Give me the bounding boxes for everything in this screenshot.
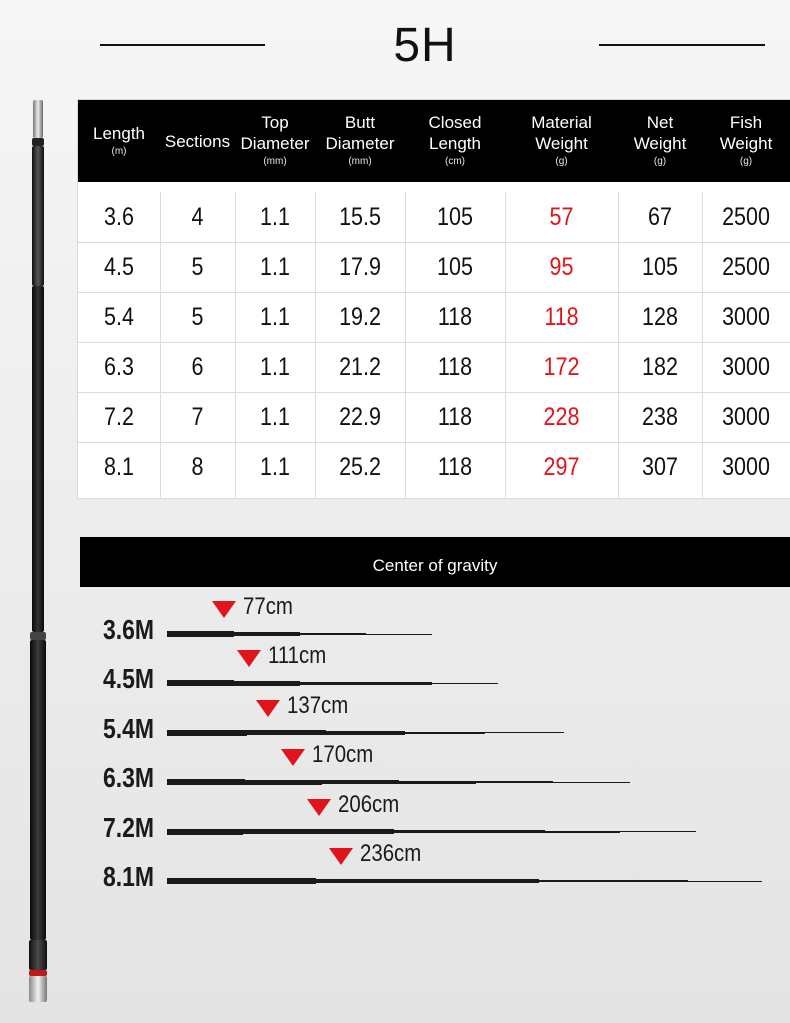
table-row [78,392,790,443]
header-cell [235,100,315,182]
header-cell [160,100,235,182]
header-cell [702,100,790,182]
cog-rod-segment [246,730,326,735]
header-cell [315,100,405,182]
column-divider [235,192,236,498]
column-divider [702,192,703,498]
header-unit: (g) [555,156,568,167]
table-cell: 22.9 [339,403,381,431]
cog-rod-segment [299,682,366,686]
table-cell: 3000 [722,453,770,481]
table-cell: 118 [437,453,473,481]
header-unit: (mm) [348,156,372,167]
cog-rod-segment [393,830,469,834]
table-cell: 2500 [722,203,770,231]
cog-point-label: 170cm [311,741,373,769]
table-cell: 228 [543,403,580,431]
table-cell: 15.5 [339,203,381,231]
table-cell: 1.1 [260,253,290,281]
cog-marker-icon [307,799,331,816]
table-cell: 3000 [722,403,770,431]
table-cell: 1.1 [260,203,290,231]
cog-rod-segment [325,731,405,735]
header-cell [505,100,618,182]
column-divider [618,192,619,498]
cog-rod-segment [167,779,245,785]
header-unit: (cm) [445,156,465,167]
cog-rod-segment [469,830,545,833]
table-cell: 21.2 [339,353,381,381]
table-cell: 3000 [722,303,770,331]
cog-rod-segment [484,732,564,733]
page-title: 5H [393,19,457,72]
cog-rod-segment [404,732,484,734]
cog-rod-segment [398,781,476,784]
cog-marker-icon [329,848,353,865]
header-label: Butt Diameter [325,113,395,153]
table-cell: 118 [544,303,579,331]
cog-rod-segment [167,680,234,686]
cog-rod-segment [167,730,247,736]
table-cell: 4.5 [104,253,134,281]
cog-length-label: 8.1M [103,861,155,892]
fishing-rod-icon [26,100,50,1002]
header-unit: (mm) [263,156,287,167]
table-cell: 7 [191,403,204,431]
cog-rod-segment [241,878,316,883]
cog-point-label: 111cm [268,642,327,670]
table-cell: 1.1 [260,453,290,481]
table-body [78,192,790,498]
column-divider [315,192,316,498]
cog-length-label: 4.5M [103,663,155,695]
cog-rod-segment [365,682,432,684]
cog-point-label: 206cm [337,790,400,818]
column-divider [405,192,406,498]
table-cell: 172 [543,353,580,381]
table-cell: 5.4 [104,303,134,331]
table-row [78,292,790,343]
table-row [78,342,790,393]
cog-rod-segment [315,879,390,884]
header-unit: (g) [653,156,667,167]
cog-point-label: 77cm [243,593,294,620]
table-cell: 3000 [722,353,770,381]
header-label: Fish Weight [719,113,773,153]
header-unit: (m) [111,145,127,157]
cog-length-label: 5.4M [103,712,155,744]
cog-rod-segment [544,831,620,833]
table-cell: 182 [642,353,678,381]
center-of-gravity-title: Center of gravity [80,537,790,587]
table-cell: 7.2 [104,403,134,431]
header-cell [78,100,160,182]
cog-rod-segment [619,831,695,832]
table-cell: 95 [549,253,574,281]
table-row [78,192,790,243]
table-cell: 8 [191,453,204,481]
table-cell: 1.1 [260,303,290,331]
header-cell [618,100,702,182]
table-cell: 105 [642,253,678,281]
cog-row [0,0,790,50]
table-cell: 118 [437,303,473,331]
cog-rod-segment [242,829,318,834]
table-cell: 1.1 [260,353,290,381]
table-cell: 6 [191,353,204,381]
table-cell: 105 [437,253,473,281]
table-cell: 67 [648,203,672,231]
cog-rod-segment [244,780,322,785]
cog-marker-icon [212,601,236,618]
cog-rod-segment [552,782,630,783]
table-row [78,442,790,492]
column-divider [160,192,161,498]
table-cell: 5 [191,303,204,331]
cog-rod-segment [687,881,762,882]
cog-marker-icon [256,700,280,717]
table-row [78,242,790,293]
table-cell: 128 [642,303,678,331]
header-label: Closed Length [428,113,482,153]
header-label: Net Weight [633,113,687,153]
table-cell: 25.2 [339,453,381,481]
table-cell: 238 [642,403,678,431]
table-cell: 297 [543,453,580,481]
cog-length-label: 3.6M [103,614,155,645]
cog-rod-segment [167,829,243,835]
header-unit: (g) [739,156,753,167]
table-cell: 17.9 [339,253,381,281]
table-cell: 8.1 [104,453,134,481]
cog-marker-icon [237,650,261,667]
cog-rod-segment [431,683,498,684]
table-cell: 4 [191,203,204,231]
table-cell: 5 [191,253,204,281]
cog-rod-segment [390,879,465,883]
cog-rod-segment [612,880,687,882]
cog-rod-segment [233,632,300,636]
cog-length-label: 7.2M [103,811,155,843]
table-cell: 307 [642,453,678,481]
table-cell: 118 [437,403,473,431]
table-cell: 105 [437,203,473,231]
cog-rod-segment [475,781,553,783]
table-cell: 6.3 [104,353,134,381]
cog-rod-segment [318,829,394,833]
table-cell: 57 [549,203,574,231]
header-label: Length [93,123,145,143]
header-label: Material Weight [531,113,592,153]
spec-table [78,100,790,498]
cog-rod-segment [299,633,366,636]
cog-rod-segment [538,880,613,882]
cog-rod-segment [365,634,432,635]
column-divider [505,192,506,498]
cog-length-label: 6.3M [103,762,155,794]
header-label: Sections [164,131,231,151]
header-cell [405,100,505,182]
table-cell: 1.1 [260,403,290,431]
table-cell: 3.6 [104,203,134,231]
cog-rod-segment [167,631,234,637]
table-cell: 19.2 [339,303,381,331]
cog-rod-segment [321,780,399,784]
cog-marker-icon [281,749,305,766]
cog-rod-segment [167,878,242,884]
table-cell: 118 [437,353,473,381]
header-label: Top Diameter [240,113,310,153]
table-cell: 2500 [722,253,770,281]
cog-rod-segment [233,681,300,686]
cog-point-label: 236cm [359,840,422,867]
cog-rod-segment [464,879,539,882]
table-header [78,100,790,182]
cog-point-label: 137cm [287,691,349,719]
